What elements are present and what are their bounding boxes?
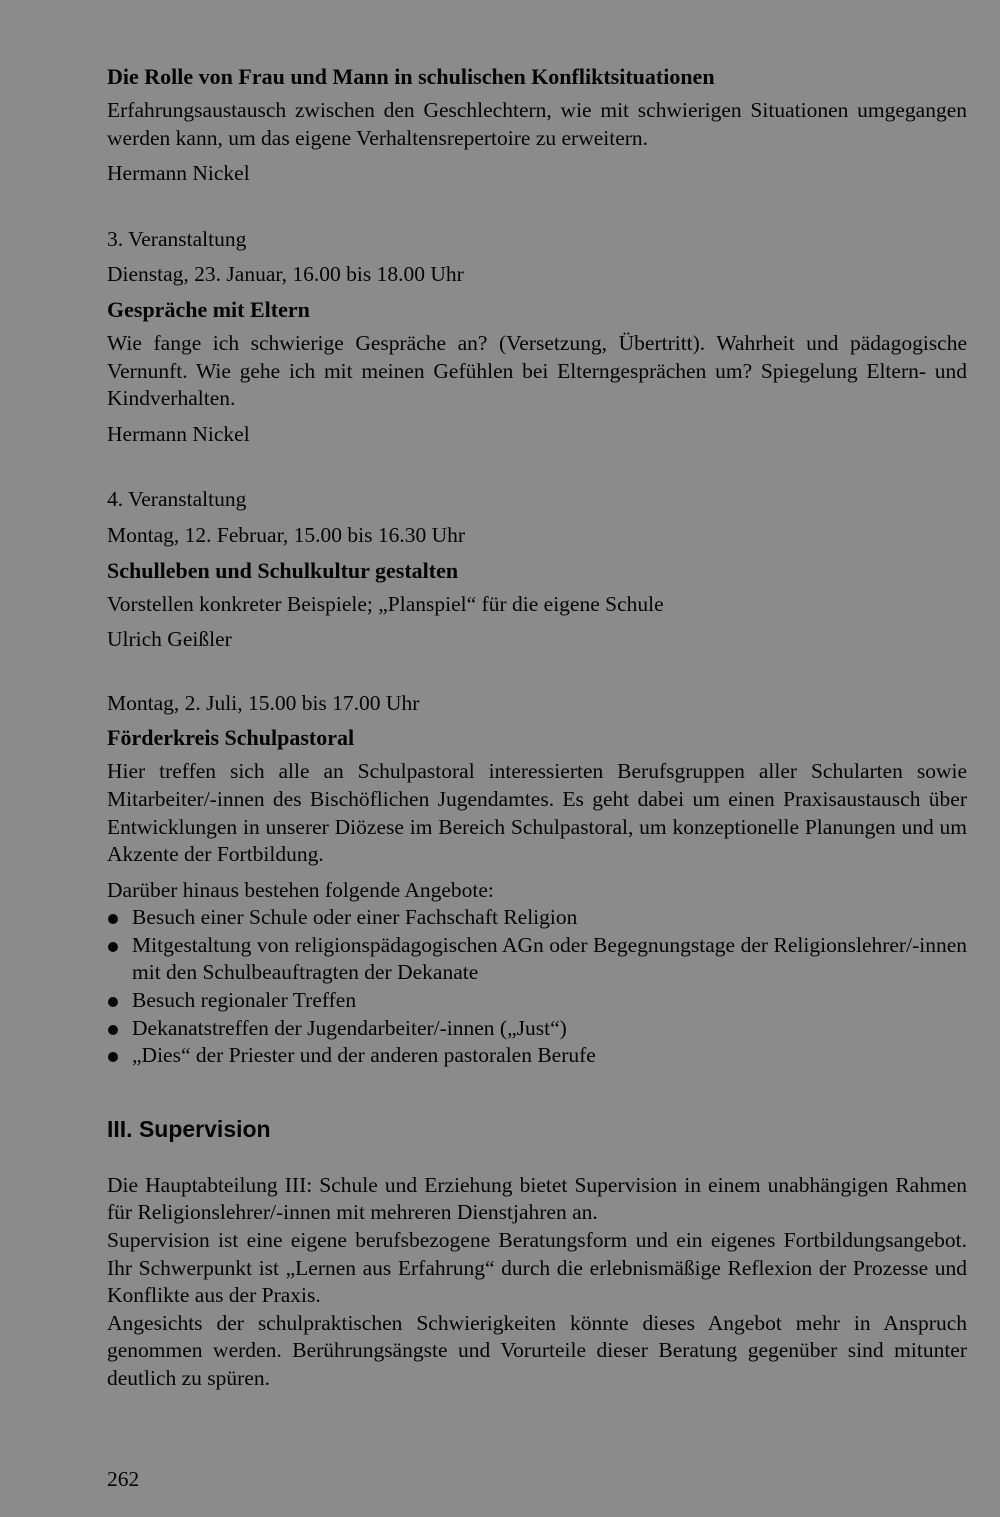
event-label: 4. Veranstaltung [107,487,247,512]
list-item [107,1015,967,1043]
supervision-paragraph: Die Hauptabteilung III: Schule und Erziehung bietet Supervision in einem unabhängigen Rahmen für Religionslehrer/-innen mit mehreren Dienstjahren an. [107,1172,967,1225]
event-date: Montag, 12. Februar, 15.00 bis 16.30 Uhr [107,522,466,547]
event-description: Wie fange ich schwierige Gespräche an? (Versetzung, Übertritt). Wahrheit und pädagogische Vernunft. Wie gehe ich mit meinen Gefühlen bei Elterngesprächen um? Spiegelung Eltern- und Kindverhalten. [107,330,967,411]
event-description: Vorstellen konkreter Beispiele; „Planspiel“ für die eigene Schule [107,591,664,616]
supervision-paragraph: Angesichts der schulpraktischen Schwierigkeiten könnte dieses Angebot mehr in Anspruch genommen werden. Berührungsängste und Vorurteile dieser Beratung gegenüber sind mitunter deutlich zu spüren. [107,1310,967,1390]
bullet-icon [108,1025,118,1035]
section-event-3 [107,226,967,449]
section-event-4 [107,486,967,653]
event-title: Gespräche mit Eltern [107,296,310,322]
speaker-name: Hermann Nickel [107,421,250,446]
list-item-text: Besuch einer Schule oder einer Fachschaft Religion [132,905,578,930]
event-title: Schulleben und Schulkultur gestalten [107,557,459,583]
event-date: Dienstag, 23. Januar, 16.00 bis 18.00 Uhr [107,262,464,287]
list-item-text: Besuch regionaler Treffen [132,988,357,1013]
offers-list [107,904,967,1070]
page-number: 262 [107,1467,140,1491]
list-item [107,987,967,1015]
bullet-icon [108,942,118,952]
list-item [107,932,967,987]
section-heading-supervision: III. Supervision [107,1115,271,1142]
list-item [107,904,967,932]
bullet-icon [108,1052,118,1062]
speaker-name: Hermann Nickel [107,161,250,186]
event-description: Hier treffen sich alle an Schulpastoral interessierten Berufsgruppen aller Schularten sowie Mitarbeiter/-innen des Bischöflichen Jugendamtes. Es geht dabei um einen Praxisaustausch über Entwicklungen in unserer Diözese im Bereich Schulpastoral, um konzeptionelle Planungen und um Akzente der Fortbildung. [107,759,967,867]
event-title: Förderkreis Schulpastoral [107,725,355,751]
offers-intro: Darüber hinaus bestehen folgende Angebote: [107,877,494,902]
section-foerderkreis [107,690,967,1070]
supervision-paragraph: Supervision ist eine eigene berufsbezogene Beratungsform und ein eigenes Fortbildungsangebot. Ihr Schwerpunkt ist „Lernen aus Erfahrung“ durch die erlebnismäßige Reflexion der Prozesse und Konflikte aus der Praxis. [107,1228,967,1308]
section-title: Die Rolle von Frau und Mann in schulischen Konfliktsituationen [107,64,715,89]
page-content [107,62,967,1393]
list-item-text: Dekanatstreffen der Jugendarbeiter/-innen („Just“) [132,1015,567,1040]
speaker-name: Ulrich Geißler [107,627,232,652]
event-date: Montag, 2. Juli, 15.00 bis 17.00 Uhr [107,690,420,715]
section-description: Erfahrungsaustausch zwischen den Geschlechtern, wie mit schwierigen Situationen umgegangen werden kann, um das eigene Verhaltensrepertoire zu erweitern. [107,98,967,150]
bullet-icon [108,997,118,1007]
section-supervision [107,1172,967,1393]
section-rolle [107,62,967,188]
list-item-text: Mitgestaltung von religionspädagogischen AGn oder Begegnungstage der Religionslehrer/-innen mit den Schulbeauftragten der Dekanate [132,932,967,985]
list-item [107,1042,967,1070]
list-item-text: „Dies“ der Priester und der anderen pastoralen Berufe [132,1043,596,1068]
bullet-icon [108,914,118,924]
event-label: 3. Veranstaltung [107,226,247,251]
